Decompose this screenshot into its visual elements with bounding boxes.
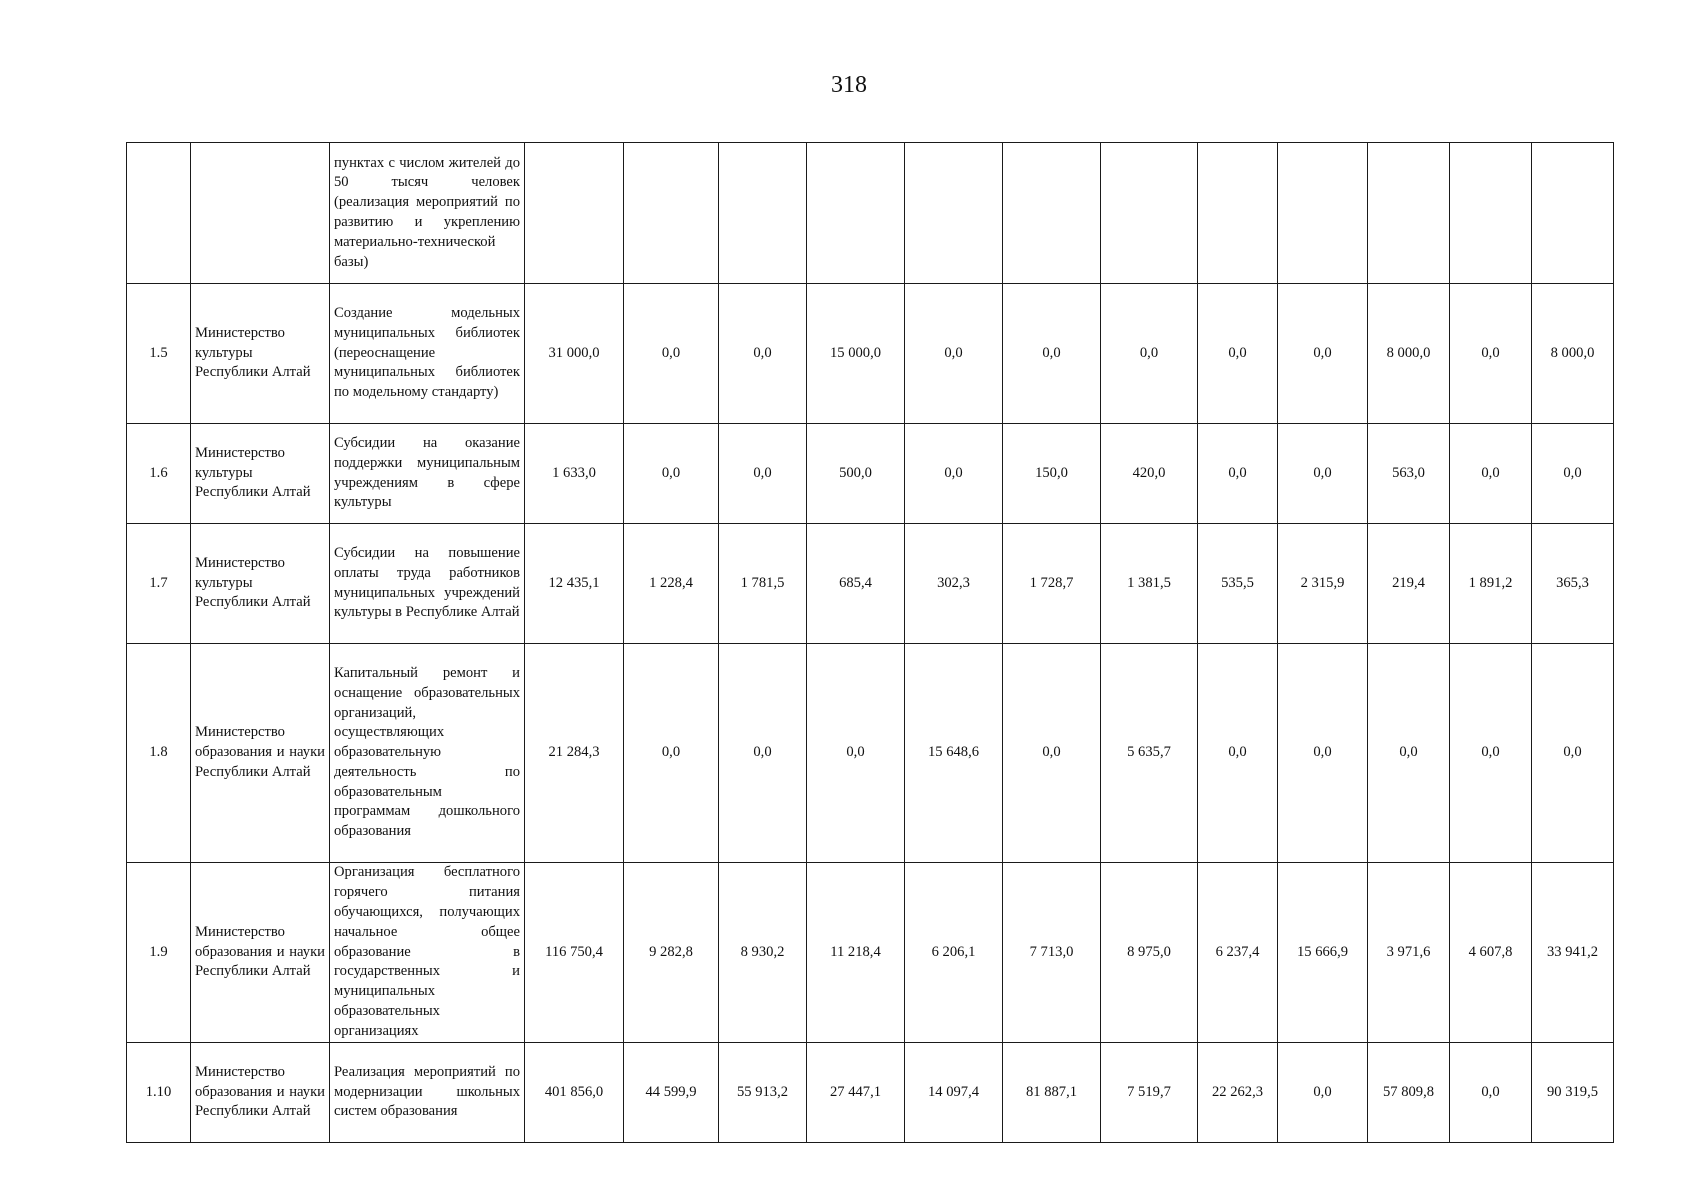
value-cell: 81 887,1 <box>1003 1043 1101 1143</box>
value-cell: 685,4 <box>807 524 905 644</box>
value-cell: 0,0 <box>719 284 807 424</box>
row-code: 1.6 <box>127 424 191 524</box>
value-cell: 0,0 <box>1532 644 1614 863</box>
row-code: 1.8 <box>127 644 191 863</box>
value-cell: 0,0 <box>1368 644 1450 863</box>
value-cell: 0,0 <box>1450 284 1532 424</box>
value-cell: 420,0 <box>1101 424 1198 524</box>
value-cell: 6 237,4 <box>1198 863 1278 1043</box>
value-cell: 150,0 <box>1003 424 1101 524</box>
value-cell: 0,0 <box>1003 644 1101 863</box>
value-cell: 44 599,9 <box>624 1043 719 1143</box>
page-number: 318 <box>831 72 867 98</box>
value-cell: 22 262,3 <box>1198 1043 1278 1143</box>
budget-table <box>126 142 1614 1143</box>
value-cell: 0,0 <box>1450 1043 1532 1143</box>
table-row <box>127 424 1614 524</box>
value-cell <box>1450 143 1532 284</box>
value-cell: 27 447,1 <box>807 1043 905 1143</box>
value-cell: 1 728,7 <box>1003 524 1101 644</box>
value-cell: 8 000,0 <box>1532 284 1614 424</box>
row-code <box>127 143 191 284</box>
value-cell: 6 206,1 <box>905 863 1003 1043</box>
value-cell <box>1368 143 1450 284</box>
value-total: 116 750,4 <box>525 863 624 1043</box>
value-cell: 0,0 <box>624 644 719 863</box>
value-total: 21 284,3 <box>525 644 624 863</box>
row-code: 1.7 <box>127 524 191 644</box>
value-cell <box>624 143 719 284</box>
executor-cell: Министерство культуры Республики Алтай <box>191 424 330 524</box>
value-cell <box>1278 143 1368 284</box>
value-cell: 0,0 <box>1278 644 1368 863</box>
value-cell: 11 218,4 <box>807 863 905 1043</box>
table-row <box>127 284 1614 424</box>
value-cell: 1 228,4 <box>624 524 719 644</box>
value-cell: 302,3 <box>905 524 1003 644</box>
measure-description: пунктах с числом жителей до 50 тысяч человек (реализация мероприятий по развитию и укреплению материально-технической базы) <box>330 143 525 284</box>
row-code: 1.5 <box>127 284 191 424</box>
value-cell: 1 381,5 <box>1101 524 1198 644</box>
value-cell <box>1532 143 1614 284</box>
row-code: 1.10 <box>127 1043 191 1143</box>
value-total: 401 856,0 <box>525 1043 624 1143</box>
value-cell: 535,5 <box>1198 524 1278 644</box>
measure-description: Реализация мероприятий по модернизации школьных систем образования <box>330 1043 525 1143</box>
value-cell: 0,0 <box>624 284 719 424</box>
value-cell: 5 635,7 <box>1101 644 1198 863</box>
value-cell: 8 000,0 <box>1368 284 1450 424</box>
value-cell: 0,0 <box>624 424 719 524</box>
value-cell: 7 519,7 <box>1101 1043 1198 1143</box>
value-cell: 7 713,0 <box>1003 863 1101 1043</box>
measure-description: Субсидии на оказание поддержки муниципальным учреждениям в сфере культуры <box>330 424 525 524</box>
executor-cell: Министерство образования и науки Республики Алтай <box>191 863 330 1043</box>
value-cell: 0,0 <box>1278 1043 1368 1143</box>
value-cell: 3 971,6 <box>1368 863 1450 1043</box>
table-row <box>127 1043 1614 1143</box>
measure-description: Создание модельных муниципальных библиотек (переоснащение муниципальных библиотек по модельному стандарту) <box>330 284 525 424</box>
value-cell: 57 809,8 <box>1368 1043 1450 1143</box>
row-code: 1.9 <box>127 863 191 1043</box>
measure-description: Организация бесплатного горячего питания обучающихся, получающих начальное общее образование в государственных и муниципальных образовательных организациях <box>330 863 525 1043</box>
value-cell: 1 891,2 <box>1450 524 1532 644</box>
value-cell <box>905 143 1003 284</box>
value-cell: 90 319,5 <box>1532 1043 1614 1143</box>
value-cell: 0,0 <box>1532 424 1614 524</box>
value-cell: 0,0 <box>1278 284 1368 424</box>
value-total <box>525 143 624 284</box>
value-cell <box>1101 143 1198 284</box>
value-cell: 0,0 <box>1003 284 1101 424</box>
value-cell <box>719 143 807 284</box>
value-cell: 14 097,4 <box>905 1043 1003 1143</box>
value-cell: 0,0 <box>1450 424 1532 524</box>
value-cell: 0,0 <box>1278 424 1368 524</box>
value-cell <box>807 143 905 284</box>
measure-description: Субсидии на повышение оплаты труда работников муниципальных учреждений культуры в Республике Алтай <box>330 524 525 644</box>
value-cell: 0,0 <box>719 644 807 863</box>
value-cell: 55 913,2 <box>719 1043 807 1143</box>
value-cell <box>1198 143 1278 284</box>
executor-cell: Министерство образования и науки Республики Алтай <box>191 1043 330 1143</box>
value-cell: 0,0 <box>1101 284 1198 424</box>
value-cell: 0,0 <box>807 644 905 863</box>
executor-cell <box>191 143 330 284</box>
value-cell: 9 282,8 <box>624 863 719 1043</box>
value-cell: 8 975,0 <box>1101 863 1198 1043</box>
table-row <box>127 644 1614 863</box>
value-cell <box>1003 143 1101 284</box>
value-cell: 0,0 <box>1198 284 1278 424</box>
value-cell: 219,4 <box>1368 524 1450 644</box>
value-total: 12 435,1 <box>525 524 624 644</box>
value-cell: 0,0 <box>905 424 1003 524</box>
value-cell: 33 941,2 <box>1532 863 1614 1043</box>
table-row <box>127 143 1614 284</box>
value-cell: 15 666,9 <box>1278 863 1368 1043</box>
value-cell: 15 648,6 <box>905 644 1003 863</box>
value-cell: 500,0 <box>807 424 905 524</box>
value-cell: 15 000,0 <box>807 284 905 424</box>
value-cell: 563,0 <box>1368 424 1450 524</box>
value-cell: 0,0 <box>719 424 807 524</box>
value-cell: 1 781,5 <box>719 524 807 644</box>
value-cell: 0,0 <box>905 284 1003 424</box>
value-cell: 0,0 <box>1198 424 1278 524</box>
table-row <box>127 863 1614 1043</box>
measure-description: Капитальный ремонт и оснащение образовательных организаций, осуществляющих образовательную деятельность по образовательным программам дошкольного образования <box>330 644 525 863</box>
value-cell: 4 607,8 <box>1450 863 1532 1043</box>
value-total: 1 633,0 <box>525 424 624 524</box>
executor-cell: Министерство культуры Республики Алтай <box>191 284 330 424</box>
table-row <box>127 524 1614 644</box>
value-cell: 2 315,9 <box>1278 524 1368 644</box>
value-cell: 8 930,2 <box>719 863 807 1043</box>
executor-cell: Министерство культуры Республики Алтай <box>191 524 330 644</box>
value-cell: 0,0 <box>1450 644 1532 863</box>
value-total: 31 000,0 <box>525 284 624 424</box>
value-cell: 365,3 <box>1532 524 1614 644</box>
executor-cell: Министерство образования и науки Республики Алтай <box>191 644 330 863</box>
value-cell: 0,0 <box>1198 644 1278 863</box>
